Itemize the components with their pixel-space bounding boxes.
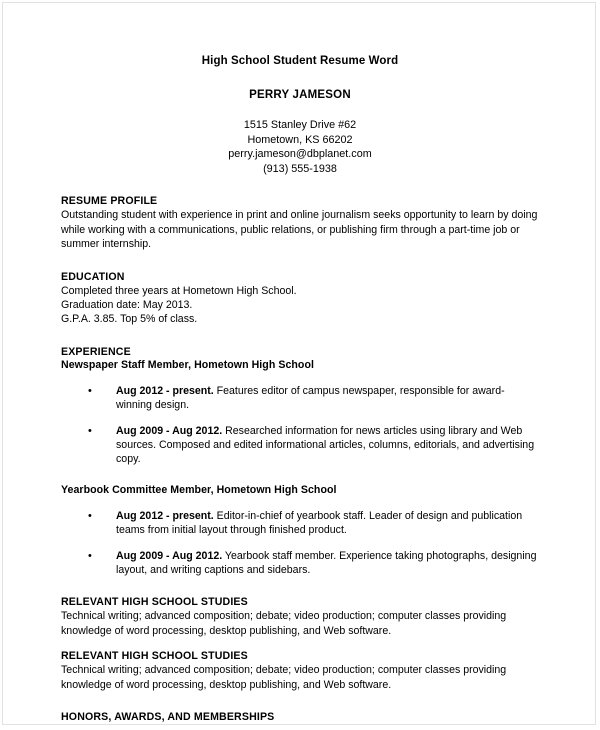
contact-city-state-zip: Hometown, KS 66202 bbox=[247, 133, 353, 146]
section-relevant-studies bbox=[61, 596, 539, 638]
experience-bullet-list bbox=[61, 384, 539, 467]
bullet-text: Features editor of campus newspaper, responsible for award-winning design. bbox=[116, 384, 505, 412]
document-sheet bbox=[2, 2, 596, 725]
section-heading-relevant-studies: RELEVANT HIGH SCHOOL STUDIES bbox=[61, 596, 248, 609]
bullet-dates: Aug 2012 - present. bbox=[116, 384, 214, 397]
bullet-text: Researched information for news articles using library and Web sources. Composed and edited informational articles, columns, editorials, and advertising copy. bbox=[116, 424, 535, 466]
document-content bbox=[61, 3, 539, 724]
experience-bullet bbox=[61, 509, 539, 538]
education-line: Graduation date: May 2013. bbox=[61, 299, 193, 311]
bullet-dates: Aug 2009 - Aug 2012. bbox=[116, 549, 223, 562]
section-honors bbox=[61, 711, 539, 723]
section-heading-experience: EXPERIENCE bbox=[61, 345, 131, 358]
experience-entry bbox=[61, 484, 539, 578]
experience-bullet bbox=[61, 549, 539, 578]
section-education bbox=[61, 271, 539, 327]
relevant-studies-text: Technical writing; advanced composition; debate; video production; computer classes providing knowledge of word processing, desktop publishing, and Web software. bbox=[61, 610, 507, 637]
section-heading-education: EDUCATION bbox=[61, 270, 125, 283]
bullet-dates: Aug 2012 - present. bbox=[116, 509, 214, 522]
experience-entry bbox=[61, 359, 539, 467]
experience-job-title: Yearbook Committee Member, Hometown High School bbox=[61, 483, 337, 496]
section-experience bbox=[61, 346, 539, 578]
document-title: High School Student Resume Word bbox=[201, 55, 399, 67]
experience-bullet bbox=[61, 384, 539, 413]
experience-bullet bbox=[61, 424, 539, 467]
contact-email: perry.jameson@dbplanet.com bbox=[228, 148, 372, 161]
bullet-text: Yearbook staff member. Experience taking photographs, designing layout, and writing captions and sidebars. bbox=[116, 549, 537, 577]
contact-block bbox=[61, 118, 539, 176]
contact-street: 1515 Stanley Drive #62 bbox=[243, 119, 357, 131]
experience-bullet-list bbox=[61, 509, 539, 578]
section-heading-resume-profile: RESUME PROFILE bbox=[61, 195, 158, 208]
resume-profile-text: Outstanding student with experience in print and online journalism seeks opportunity to learn by doing while working with a communications, public relations, or publishing firm through a part-time job or summer internship. bbox=[61, 209, 538, 251]
bullet-icon: • bbox=[88, 509, 92, 522]
education-line: G.P.A. 3.85. Top 5% of class. bbox=[61, 313, 198, 326]
bullet-icon: • bbox=[88, 384, 92, 397]
experience-job-title: Newspaper Staff Member, Hometown High School bbox=[61, 358, 314, 371]
section-resume-profile bbox=[61, 195, 539, 251]
relevant-studies-text: Technical writing; advanced composition; debate; video production; computer classes providing knowledge of word processing, desktop publishing, and Web software. bbox=[61, 664, 507, 691]
bullet-dates: Aug 2009 - Aug 2012. bbox=[116, 424, 223, 437]
applicant-name: PERRY JAMESON bbox=[249, 89, 351, 101]
bullet-icon: • bbox=[88, 549, 92, 562]
section-relevant-studies bbox=[61, 650, 539, 692]
bullet-text: Editor-in-chief of yearbook staff. Leader of design and publication teams from initial layout through finished product. bbox=[116, 509, 523, 537]
section-heading-honors: HONORS, AWARDS, AND MEMBERSHIPS bbox=[61, 711, 275, 724]
contact-phone: (913) 555-1938 bbox=[263, 162, 337, 175]
education-line: Completed three years at Hometown High School. bbox=[61, 284, 297, 297]
section-heading-relevant-studies: RELEVANT HIGH SCHOOL STUDIES bbox=[61, 650, 248, 663]
bullet-icon: • bbox=[88, 424, 92, 437]
